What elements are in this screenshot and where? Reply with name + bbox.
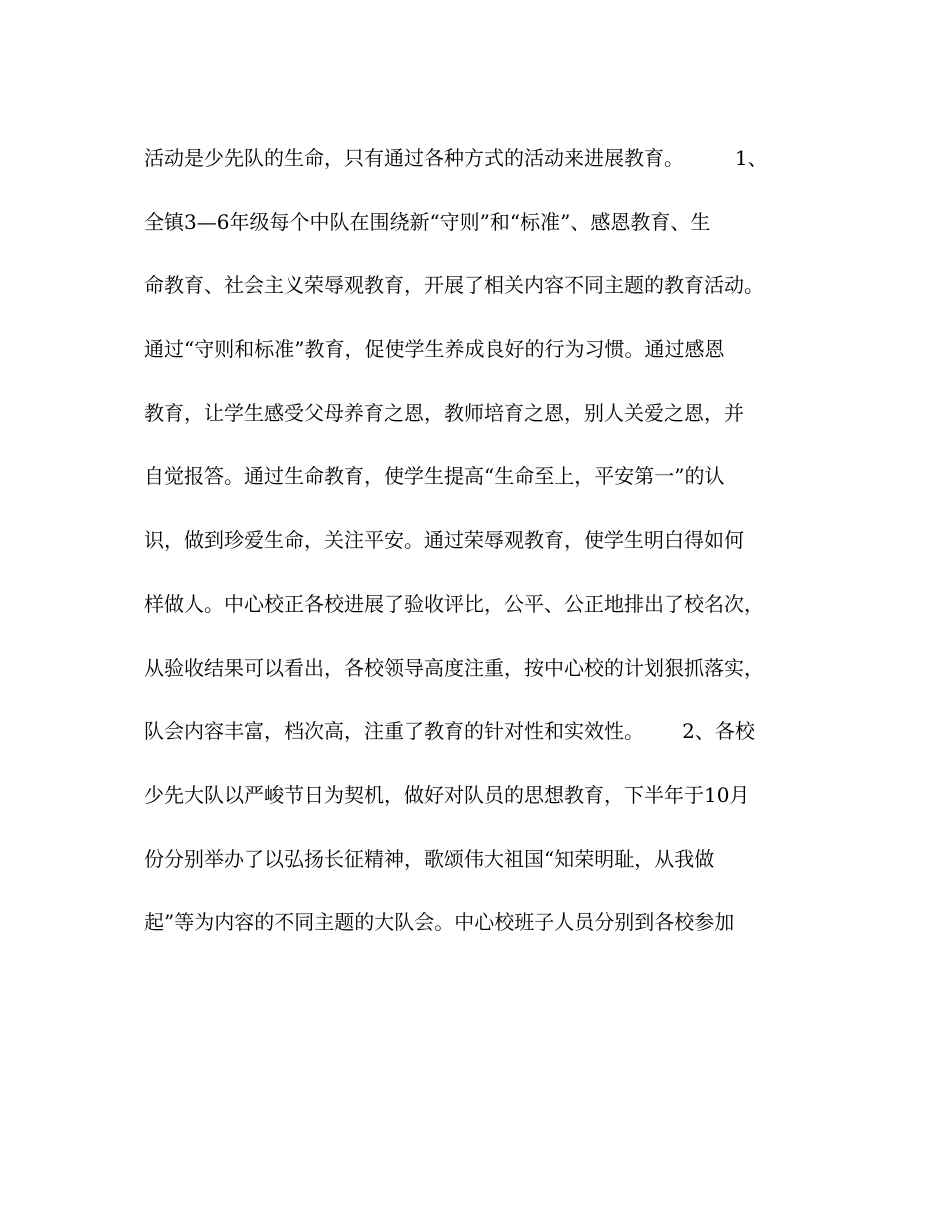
body-text xyxy=(144,138,814,966)
text-line-4: 通过“守则和标准”教育，促使学生养成良好的行为习惯。通过感恩 xyxy=(144,337,725,362)
text-line-6: 自觉报答。通过生命教育，使学生提高“生命至上，平安第一”的认 xyxy=(144,464,725,489)
text-line-3: 命教育、社会主义荣辱观教育，开展了相关内容不同主题的教育活动。 xyxy=(144,273,764,298)
text-line-11: 少先大队以严峻节日为契机，做好对队员的思想教育，下半年于10月 xyxy=(144,782,750,807)
text-line-10: 队会内容丰富，档次高，注重了教育的针对性和实效性。 2、各校 xyxy=(144,719,755,744)
text-line-1: 活动是少先队的生命，只有通过各种方式的活动来进展教育。 1、 xyxy=(144,146,768,170)
text-line-12: 份分别举办了以弘扬长征精神，歌颂伟大祖国“知荣明耻，从我做 xyxy=(144,846,715,871)
text-line-8: 样做人。中心校正各校进展了验收评比，公平、公正地排出了校名次， xyxy=(144,591,764,616)
text-line-9: 从验收结果可以看出，各校领导高度注重，按中心校的计划狠抓落实， xyxy=(144,655,764,680)
text-line-7: 识，做到珍爱生命，关注平安。通过荣辱观教育，使学生明白得如何 xyxy=(144,528,744,553)
text-line-13: 起”等为内容的不同主题的大队会。中心校班子人员分别到各校参加 xyxy=(144,910,735,935)
text-line-2: 全镇3—6年级每个中队在围绕新“守则”和“标准”、感恩教育、生 xyxy=(144,209,711,234)
text-line-5: 教育，让学生感受父母养育之恩，教师培育之恩，别人关爱之恩，并 xyxy=(144,400,744,425)
